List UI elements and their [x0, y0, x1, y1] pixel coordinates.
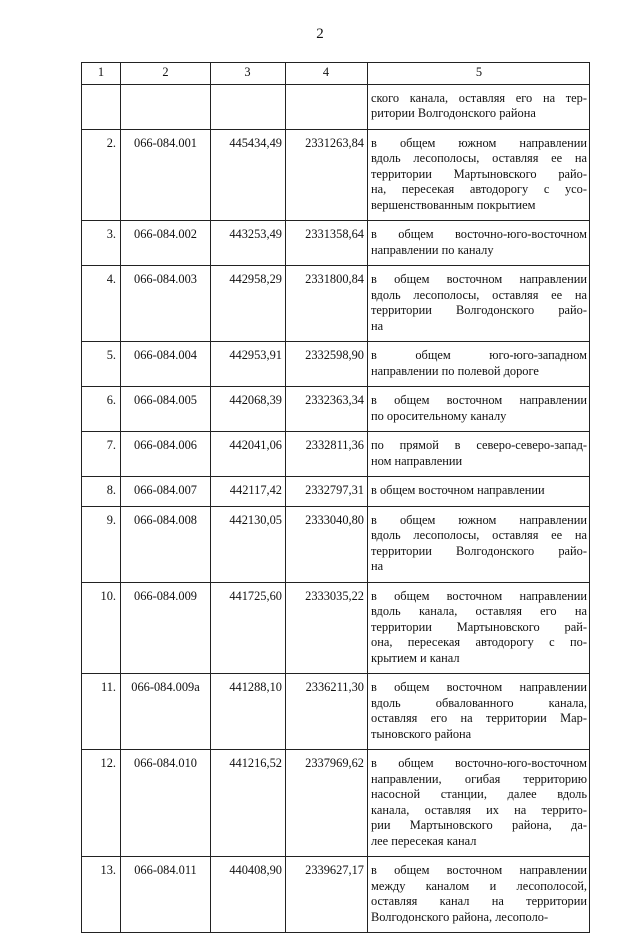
- column-header: 3: [211, 63, 286, 85]
- description-line: территории Мартыновского рай-: [371, 619, 587, 634]
- coordinate-x: 440408,90: [211, 857, 286, 933]
- coordinate-x: 441288,10: [211, 674, 286, 750]
- coordinate-x: 442041,06: [211, 432, 286, 477]
- row-number: 6.: [82, 387, 121, 432]
- boundary-description: [368, 266, 590, 342]
- coordinate-x: 443253,49: [211, 221, 286, 266]
- boundary-description: [368, 674, 590, 750]
- description-line: территории Волгодонского райо-: [371, 303, 587, 317]
- row-number: 7.: [82, 432, 121, 477]
- description-line: в общем восточно-юго-восточном: [371, 227, 587, 241]
- row-number: 2.: [82, 129, 121, 221]
- description-line: вдоль канала, оставляя его на: [371, 604, 587, 618]
- coordinate-y: 2332363,34: [286, 387, 368, 432]
- row-number: 4.: [82, 266, 121, 342]
- boundary-description: [368, 857, 590, 933]
- coordinate-y: 2336211,30: [286, 674, 368, 750]
- boundary-description: [368, 129, 590, 221]
- coordinate-x: 441725,60: [211, 582, 286, 674]
- row-number: 9.: [82, 506, 121, 582]
- description-line: на: [371, 318, 384, 333]
- row-number: [82, 84, 121, 129]
- point-code: 066-084.010: [121, 750, 211, 857]
- description-line: по оросительному каналу: [371, 408, 507, 423]
- point-code: 066-084.001: [121, 129, 211, 221]
- description-line: оставляя канал на территории: [371, 894, 587, 908]
- coordinate-y: 2332598,90: [286, 342, 368, 387]
- description-line: ского канала, оставляя его на тер-: [371, 90, 587, 105]
- description-line: в общем восточном направлении: [371, 393, 587, 407]
- boundary-description: [368, 342, 590, 387]
- description-line: вдоль лесополосы, оставляя ее на: [371, 151, 587, 165]
- description-line: в общем восточном направлении: [371, 272, 587, 286]
- column-header: 1: [82, 63, 121, 85]
- coordinate-y: 2331358,64: [286, 221, 368, 266]
- description-line: в общем восточном направлении: [371, 863, 587, 877]
- description-line: территории Мартыновского райо-: [371, 166, 587, 181]
- table-row: [82, 750, 590, 857]
- description-line: в общем восточно-юго-восточном: [371, 756, 587, 770]
- description-line: вдоль лесополосы, оставляя ее на: [371, 528, 587, 542]
- coordinate-x: 441216,52: [211, 750, 286, 857]
- point-code: 066-084.005: [121, 387, 211, 432]
- coordinate-x: 445434,49: [211, 129, 286, 221]
- point-code: 066-084.006: [121, 432, 211, 477]
- description-line: направлении по полевой дороге: [371, 363, 539, 378]
- point-code: 066-084.008: [121, 506, 211, 582]
- table-row: [82, 342, 590, 387]
- column-header: 5: [368, 63, 590, 85]
- description-line: вдоль обвалованного канала,: [371, 695, 587, 710]
- description-line: в общем восточном направлении: [371, 483, 545, 497]
- column-header: 4: [286, 63, 368, 85]
- description-line: по прямой в северо-северо-запад-: [371, 438, 587, 452]
- coordinate-x: [211, 84, 286, 129]
- description-line: канала, оставляя их на террито-: [371, 802, 587, 817]
- coordinate-x: 442117,42: [211, 477, 286, 507]
- description-line: в общем южном направлении: [371, 512, 587, 527]
- boundary-description: [368, 387, 590, 432]
- boundary-description: [368, 506, 590, 582]
- point-code: 066-084.004: [121, 342, 211, 387]
- table-row: [82, 432, 590, 477]
- table-row: [82, 477, 590, 507]
- coordinate-y: 2333035,22: [286, 582, 368, 674]
- coordinate-y: 2332811,36: [286, 432, 368, 477]
- coordinate-y: 2331263,84: [286, 129, 368, 221]
- table-row: [82, 84, 590, 129]
- boundary-description: [368, 477, 590, 507]
- table-row: [82, 506, 590, 582]
- row-number: 12.: [82, 750, 121, 857]
- table-row: [82, 221, 590, 266]
- coordinate-y: 2331800,84: [286, 266, 368, 342]
- coordinate-x: 442953,91: [211, 342, 286, 387]
- row-number: 13.: [82, 857, 121, 933]
- description-line: вершенствованным покрытием: [371, 197, 536, 212]
- description-line: в общем южном направлении: [371, 135, 587, 150]
- description-line: направлении по каналу: [371, 242, 494, 257]
- point-code: 066-084.009: [121, 582, 211, 674]
- coordinate-y: 2333040,80: [286, 506, 368, 582]
- table-body: [82, 63, 590, 933]
- table-row: [82, 857, 590, 933]
- description-line: в общем юго-юго-западном: [371, 348, 587, 362]
- page-number: 2: [316, 26, 324, 42]
- description-line: рии Мартыновского района, да-: [371, 818, 587, 832]
- description-line: территории Волгодонского райо-: [371, 543, 587, 558]
- boundary-description: [368, 84, 590, 129]
- point-code: 066-084.011: [121, 857, 211, 933]
- point-code: 066-084.003: [121, 266, 211, 342]
- point-code: 066-084.002: [121, 221, 211, 266]
- boundary-description: [368, 432, 590, 477]
- description-line: тыновского района: [371, 726, 472, 741]
- description-line: ном направлении: [371, 453, 463, 468]
- description-line: крытием и канал: [371, 650, 460, 665]
- boundary-description: [368, 750, 590, 857]
- description-line: в общем восточном направлении: [371, 680, 587, 694]
- row-number: 3.: [82, 221, 121, 266]
- table-row: [82, 129, 590, 221]
- table-row: [82, 387, 590, 432]
- description-line: вдоль лесополосы, оставляя ее на: [371, 287, 587, 302]
- description-line: между каналом и лесополосой,: [371, 878, 587, 893]
- coordinate-x: 442130,05: [211, 506, 286, 582]
- row-number: 8.: [82, 477, 121, 507]
- table-row: [82, 582, 590, 674]
- point-code: 066-084.007: [121, 477, 211, 507]
- row-number: 11.: [82, 674, 121, 750]
- description-line: в общем восточном направлении: [371, 588, 587, 603]
- description-line: ритории Волгодонского района: [371, 106, 536, 120]
- description-line: насосной станции, далее вдоль: [371, 787, 587, 801]
- row-number: 5.: [82, 342, 121, 387]
- table-header-row: [82, 63, 590, 85]
- description-line: на: [371, 559, 384, 573]
- description-line: оставляя его на территории Мар-: [371, 711, 587, 725]
- coordinate-x: 442958,29: [211, 266, 286, 342]
- column-header: 2: [121, 63, 211, 85]
- description-line: направлении, огибая территорию: [371, 771, 587, 786]
- boundary-description: [368, 221, 590, 266]
- table-row: [82, 266, 590, 342]
- boundary-table: [81, 62, 590, 933]
- point-code: 066-084.009а: [121, 674, 211, 750]
- row-number: 10.: [82, 582, 121, 674]
- table-row: [82, 674, 590, 750]
- description-line: Волгодонского района, лесополо-: [371, 909, 549, 924]
- coordinate-y: 2337969,62: [286, 750, 368, 857]
- point-code: [121, 84, 211, 129]
- coordinate-y: 2339627,17: [286, 857, 368, 933]
- coordinate-x: 442068,39: [211, 387, 286, 432]
- description-line: лее пересекая канал: [371, 833, 477, 848]
- boundary-description: [368, 582, 590, 674]
- description-line: на, пересекая автодорогу с усо-: [371, 182, 587, 196]
- coordinate-y: [286, 84, 368, 129]
- description-line: она, пересекая автодорогу с по-: [371, 635, 587, 649]
- coordinate-y: 2332797,31: [286, 477, 368, 507]
